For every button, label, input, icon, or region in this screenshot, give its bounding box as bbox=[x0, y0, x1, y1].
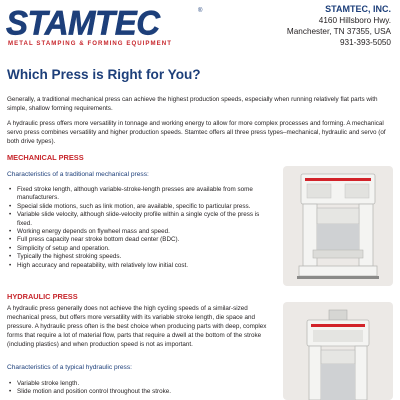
address-line-2: Manchester, TN 37355, USA bbox=[286, 27, 391, 36]
mechanical-press-heading: MECHANICAL PRESS bbox=[7, 153, 84, 162]
list-item: • Variable slide velocity, although slide-velocity profile within a single cycle of the press is fixed. bbox=[9, 211, 265, 228]
intro-paragraph-2: A hydraulic press offers more versatility in tonnage and working energy to allow for more complex processes and forming. A mechanical servo press combines versatility and higher production speeds. Stamtec offers all three press types–mechanical, hydraulic and servo (of both drive types). bbox=[7, 120, 386, 145]
phone-number: 931-393-5050 bbox=[340, 38, 391, 47]
list-item: • Special slide motions, such as link motion, are available, specific to particular press. bbox=[9, 203, 265, 211]
company-name: STAMTEC, INC. bbox=[325, 4, 391, 14]
list-item: • Working energy depends on flywheel mass and speed. bbox=[9, 228, 265, 236]
registered-mark: ® bbox=[198, 8, 203, 14]
hydraulic-press-subheading: Characteristics of a typical hydraulic press: bbox=[7, 364, 132, 371]
list-item: • Typically the highest stroking speeds. bbox=[9, 253, 265, 261]
list-item: • Slide motion and position control throughout the stroke. bbox=[9, 388, 265, 396]
hydraulic-press-list bbox=[9, 380, 265, 397]
mechanical-press-illustration bbox=[283, 166, 393, 286]
list-item: • Simplicity of setup and operation. bbox=[9, 245, 265, 253]
page-title: Which Press is Right for You? bbox=[7, 67, 201, 82]
hydraulic-press-description: A hydraulic press generally does not achieve the high cycling speeds of a similar-sized mechanical press, but offers more versatility with its variable stroke length, die space and pressure. A hydraulic press often is the best choice when producing parts with deep, complex forms that require a lot of material flow, parts that require a dwell at the bottom of the stroke (including plastics) and when production speed is not as important. bbox=[7, 305, 267, 348]
list-item: • Variable stroke length. bbox=[9, 380, 265, 388]
intro-paragraph-1: Generally, a traditional mechanical press can achieve the highest production speeds, especially when running relatively flat parts with simple, shallow forming requirements. bbox=[7, 96, 378, 112]
logo-tagline: METAL STAMPING & FORMING EQUIPMENT bbox=[8, 40, 173, 47]
address-line-1: 4160 Hillsboro Hwy. bbox=[318, 16, 391, 25]
list-item: • High accuracy and repeatability, with relatively low initial cost. bbox=[9, 262, 265, 270]
hydraulic-press-illustration bbox=[283, 302, 393, 400]
mechanical-press-photo bbox=[283, 166, 393, 286]
stamtec-logo bbox=[6, 2, 203, 50]
list-item: • Full press capacity near stroke bottom dead center (BDC). bbox=[9, 236, 265, 244]
list-item: • Fixed stroke length, although variable-stroke-length presses are available from some manufacturers. bbox=[9, 186, 265, 203]
mechanical-press-subheading: Characteristics of a traditional mechanical press: bbox=[7, 171, 149, 178]
hydraulic-press-photo bbox=[283, 302, 393, 400]
logo-wordmark: STAMTEC bbox=[6, 2, 160, 42]
hydraulic-press-heading: HYDRAULIC PRESS bbox=[7, 292, 78, 301]
company-address-block bbox=[287, 4, 391, 48]
mechanical-press-list bbox=[9, 186, 265, 270]
